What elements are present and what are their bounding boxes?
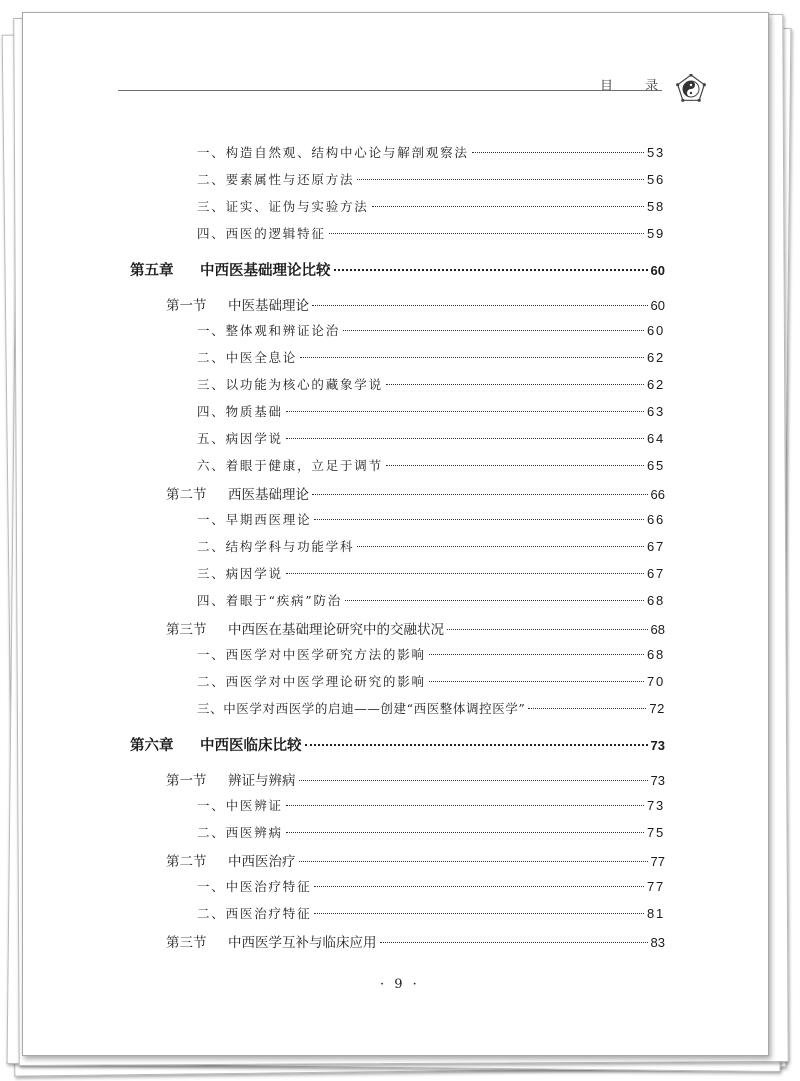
toc-entry[interactable]: 二、中医全息论 62 (197, 350, 665, 365)
toc-entry[interactable]: 三、病因学说 67 (197, 566, 665, 581)
toc-section[interactable]: 第三节 中西医学互补与临床应用 83 (166, 935, 665, 951)
toc-entry[interactable]: 二、西医治疗特征 81 (197, 906, 665, 921)
toc-entry[interactable]: 一、中医治疗特征 77 (197, 879, 665, 894)
toc-chapter[interactable]: 第五章 中西医基础理论比较 60 (130, 263, 665, 279)
toc-section[interactable]: 第二节 西医基础理论 66 (166, 487, 665, 503)
page-number: · 9 · (380, 977, 420, 992)
toc-entry[interactable]: 三、以功能为核心的藏象学说 62 (197, 377, 665, 392)
toc-entry[interactable]: 二、西医辨病 75 (197, 825, 665, 840)
toc-entry[interactable]: 二、结构学科与功能学科 67 (197, 539, 665, 554)
header-rule (118, 90, 662, 91)
toc-entry[interactable]: 四、西医的逻辑特征 59 (197, 226, 665, 241)
toc-entry[interactable]: 一、西医学对中医学研究方法的影响 68 (197, 647, 665, 662)
toc-section[interactable]: 第一节 辨证与辨病 73 (166, 773, 665, 789)
toc-chapter[interactable]: 第六章 中西医临床比较 73 (130, 738, 665, 754)
toc-entry[interactable]: 四、物质基础 63 (197, 404, 665, 419)
toc-entry[interactable]: 五、病因学说 64 (197, 431, 665, 446)
toc-entry[interactable]: 一、整体观和辨证论治 60 (197, 323, 665, 338)
toc-entry[interactable]: 一、中医辨证 73 (197, 798, 665, 813)
toc-section[interactable]: 第一节 中医基础理论 60 (166, 298, 665, 314)
running-header-title: 目 录 (600, 79, 673, 94)
toc-entry[interactable]: 二、要素属性与还原方法 56 (197, 172, 665, 187)
toc-section[interactable]: 第三节 中西医在基础理论研究中的交融状况 68 (166, 622, 665, 638)
toc-entry[interactable]: 三、中医学对西医学的启迪——创建“西医整体调控医学” 72 (197, 701, 665, 716)
toc-entry[interactable]: 六、着眼于健康，立足于调节 65 (197, 458, 665, 473)
page-sheet (22, 12, 769, 1056)
emblem-icon (676, 74, 706, 104)
toc-entry[interactable]: 三、证实、证伪与实验方法 58 (197, 199, 665, 214)
toc-entry[interactable]: 四、着眼于“疾病”防治 68 (197, 593, 665, 608)
toc-entry[interactable]: 二、西医学对中医学理论研究的影响 70 (197, 674, 665, 689)
toc-entry[interactable]: 一、构造自然观、结构中心论与解剖观察法 53 (197, 145, 665, 160)
toc-section[interactable]: 第二节 中西医治疗 77 (166, 854, 665, 870)
toc-entry[interactable]: 一、早期西医理论 66 (197, 512, 665, 527)
